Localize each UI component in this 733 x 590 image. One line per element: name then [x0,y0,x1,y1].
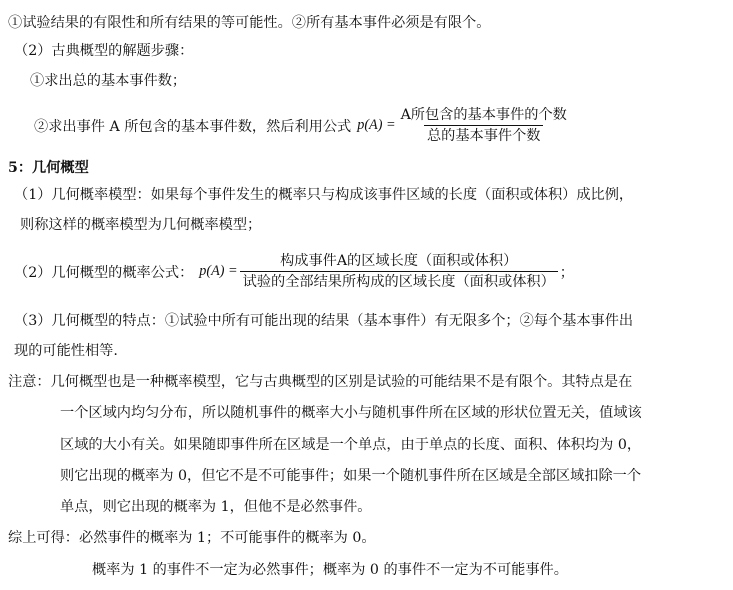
formula-semicolon: ； [559,264,574,281]
step-2-text: ②求出事件 A 所包含的基本事件数，然后利用公式 [34,118,352,135]
geometric-denominator: 试验的全部结果所构成的区域长度（面积或体积） [240,271,558,291]
note-line-1: 注意：几何概型也是一种概率模型，它与古典概型的区别是试验的可能结果不是有限个。其特点是在 [8,374,633,390]
geometric-formula-line [14,252,574,291]
summary-line-2: 概率为 1 的事件不一定为必然事件；概率为 0 的事件不一定为不可能事件。 [92,562,568,578]
classical-fraction [398,106,570,145]
geometric-model-def-1: （1）几何概率模型：如果每个事件发生的概率只与构成该事件区域的长度（面积或体积）成比例， [14,187,634,203]
text-line-1: ①试验结果的有限性和所有结果的等可能性。②所有基本事件必须是有限个。 [8,15,491,31]
fraction-denominator: 总的基本事件个数 [424,125,544,145]
note-line-4: 则它出现的概率为 0，但它不是不可能事件；如果一个随机事件所在区域是全部区域扣除一个 [60,468,642,484]
note-line-5: 单点，则它出现的概率为 1，但他不是必然事件。 [60,499,372,515]
geometric-features-1: （3）几何概型的特点：①试验中所有可能出现的结果（基本事件）有无限多个；②每个基本事件出 [14,313,634,329]
note-line-2: 一个区域内均匀分布，所以随机事件的概率大小与随机事件所在区域的形状位置无关，值域该 [60,405,642,421]
step-1: ①求出总的基本事件数； [30,73,187,89]
section-heading-5: 5：几何概型 [8,160,89,176]
geometric-model-def-2: 则称这样的概率模型为几何概率模型； [20,217,262,233]
geometric-features-2: 现的可能性相等. [14,343,118,359]
classical-formula-line [34,106,572,145]
classical-steps-heading: （2）古典概型的解题步骤： [14,43,194,59]
fraction-numerator: A所包含的基本事件的个数 [400,107,567,123]
geometric-numerator: 构成事件A的区域长度（面积或体积） [280,253,518,269]
note-line-3: 区域的大小有关。如果随即事件所在区域是一个单点，由于单点的长度、面积、体积均为 0， [60,437,642,453]
summary-line-1: 综上可得：必然事件的概率为 1；不可能事件的概率为 0。 [8,530,376,546]
geometric-formula-lhs: p(A) = [199,263,238,279]
formula-lhs: p(A) = [357,117,396,133]
geometric-fraction [240,252,558,291]
geometric-formula-label: （2）几何概型的概率公式： [14,264,194,281]
